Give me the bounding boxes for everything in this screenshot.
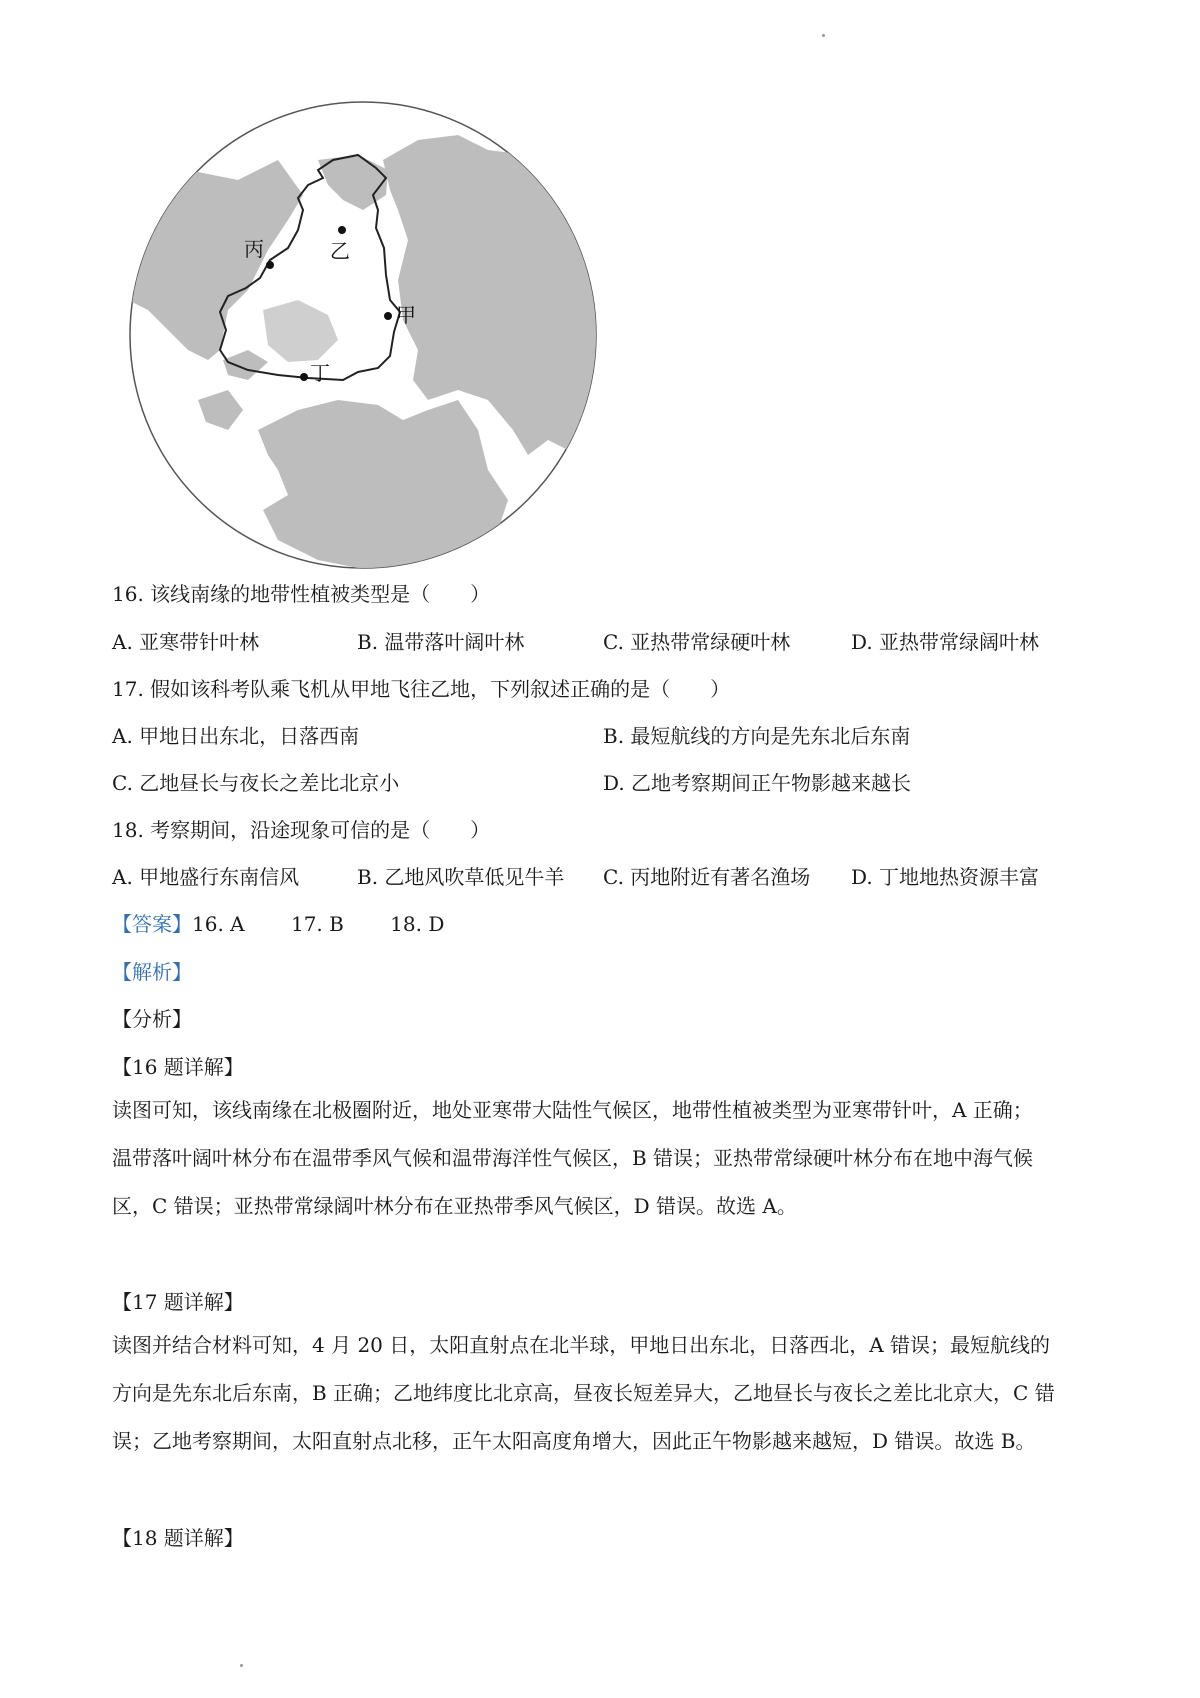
answer-line <box>112 910 444 938</box>
question-17-option-d[interactable]: D. 乙地考察期间正午物影越来越长 <box>603 771 912 795</box>
detail-16-body <box>112 1086 1100 1230</box>
question-16-option-c[interactable]: C. 亚热带常绿硬叶林 <box>603 630 791 654</box>
location-bing-dot <box>266 261 274 269</box>
question-17-option-c[interactable]: C. 乙地昼长与夜长之差比北京小 <box>112 771 400 795</box>
detail-17-line-1: 读图并结合材料可知，4 月 20 日，太阳直射点在北半球，甲地日出东北，日落西北，A 错误；最短航线的 <box>112 1333 1051 1357</box>
question-17-stem: 17. 假如该科考队乘飞机从甲地飞往乙地，下列叙述正确的是（ ） <box>112 677 731 701</box>
detail-17-line-2: 方向是先东北后东南，B 正确；乙地纬度比北京高，昼夜长短差异大，乙地昼长与夜长之差比北京大，C 错 <box>112 1381 1055 1405</box>
question-16-option-d[interactable]: D. 亚热带常绿阔叶林 <box>851 630 1040 654</box>
location-yi-label: 乙 <box>330 239 350 263</box>
question-18-option-b[interactable]: B. 乙地风吹草低见牛羊 <box>357 865 565 889</box>
question-16-option-b[interactable]: B. 温带落叶阔叶林 <box>357 630 525 654</box>
location-ding-label: 丁 <box>310 361 330 385</box>
detail-16-line-3: 区，C 错误；亚热带常绿阔叶林分布在亚热带季风气候区，D 错误。故选 A。 <box>112 1194 797 1218</box>
europe <box>258 400 508 570</box>
detail-17-heading: 【17 题详解】 <box>112 1290 244 1314</box>
fenxi-tag: 【分析】 <box>112 1007 192 1031</box>
detail-17-line-3: 误；乙地考察期间，太阳直射点北移，正午太阳高度角增大，因此正午物影越来越短，D 错误。故选 B。 <box>112 1429 1036 1453</box>
question-18-option-d[interactable]: D. 丁地地热资源丰富 <box>851 865 1040 889</box>
question-17-option-a[interactable]: A. 甲地日出东北，日落西南 <box>112 724 360 748</box>
question-18-option-a[interactable]: A. 甲地盛行东南信风 <box>112 865 300 889</box>
scan-speck <box>822 34 825 37</box>
question-16-stem: 16. 该线南缘的地带性植被类型是（ ） <box>112 582 491 606</box>
question-18-option-c[interactable]: C. 丙地附近有著名渔场 <box>603 865 811 889</box>
detail-18-heading: 【18 题详解】 <box>112 1526 244 1550</box>
scan-speck <box>240 1664 243 1667</box>
detail-16-line-1: 读图可知，该线南缘在北极圈附近，地处亚寒带大陆性气候区，地带性植被类型为亚寒带针叶，A 正确； <box>112 1098 1033 1122</box>
location-jia-dot <box>384 312 392 320</box>
question-18-stem: 18. 考察期间，沿途现象可信的是（ ） <box>112 818 491 842</box>
question-16-option-a[interactable]: A. 亚寒带针叶林 <box>112 630 260 654</box>
polar-map-figure <box>128 100 598 570</box>
polar-map <box>128 100 598 570</box>
answer-text: 16. A 17. B 18. D <box>192 912 445 936</box>
location-ding-dot <box>300 373 308 381</box>
detail-17-body <box>112 1321 1100 1465</box>
answer-tag: 【答案】 <box>112 912 192 936</box>
location-yi-dot <box>338 226 346 234</box>
location-jia-label: 甲 <box>396 303 416 327</box>
question-17-option-b[interactable]: B. 最短航线的方向是先东北后东南 <box>603 724 911 748</box>
location-bing-label: 丙 <box>244 237 264 261</box>
analysis-tag: 【解析】 <box>112 960 192 984</box>
detail-16-line-2: 温带落叶阔叶林分布在温带季风气候和温带海洋性气候区，B 错误；亚热带常绿硬叶林分布在地中海气候 <box>112 1146 1034 1170</box>
detail-16-heading: 【16 题详解】 <box>112 1055 244 1079</box>
